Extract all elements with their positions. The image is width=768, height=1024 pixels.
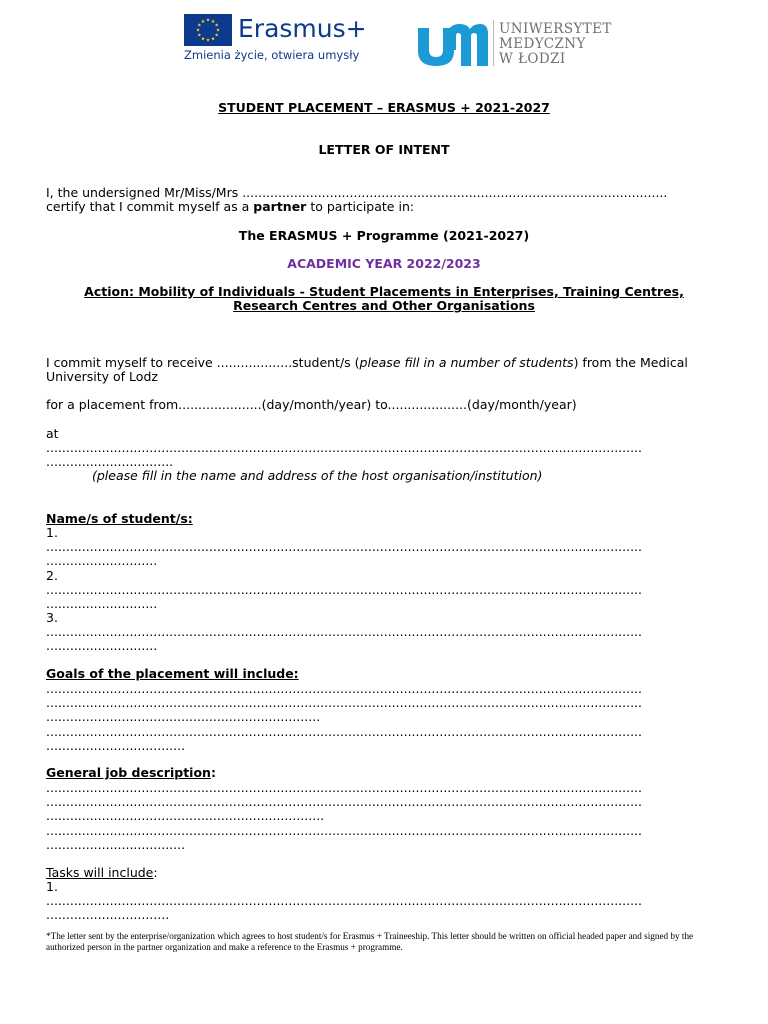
um-logo-icon [414,20,488,66]
student-3-dots-cont: ............................ [46,638,158,653]
host-dots-line-1: ...................................................................................................................................................... [46,440,643,455]
logo-divider [493,20,494,66]
erasmus-tagline: Zmienia życie, otwiera umysły [184,48,360,62]
um-name-line-3: W ŁODZI [499,51,566,67]
at-label: at [46,426,59,441]
student-1-dots-cont: ............................ [46,553,158,568]
goals-dots-line: ................................... [46,738,186,753]
student-1-dots: ...................................................................................................................................................... [46,539,643,554]
eu-flag-icon [184,14,232,46]
commit-line-2: University of Lodz [46,369,158,384]
erasmus-logo-text: Erasmus+ [238,14,367,43]
task-1-number: 1. [46,879,58,894]
document-subtitle: LETTER OF INTENT [318,142,450,157]
host-instruction: (please fill in the name and address of the host organisation/institution) [92,468,543,483]
student-2-dots-cont: ............................ [46,596,158,611]
tasks-heading: Tasks will include: [46,865,158,880]
job-dots-line: ...................................................................................................................................................... [46,794,643,809]
job-dots-line: ................................... [46,837,186,852]
students-heading: Name/s of student/s: [46,511,193,526]
programme-line: The ERASMUS + Programme (2021-2027) [238,228,530,243]
um-name-line-2: MEDYCZNY [499,36,586,52]
eu-star-icon [215,23,219,26]
student-3-dots: ...................................................................................................................................................... [46,624,643,639]
goals-dots-line: ...................................................................................................................................................... [46,724,643,739]
student-2-dots: ...................................................................................................................................................... [46,582,643,597]
eu-star-icon [198,23,202,26]
action-line-2: Research Centres and Other Organisations [233,298,535,313]
goals-dots-line: ...................................................................................................................................................... [46,681,643,696]
intro-line-2: certify that I commit myself as a partner to participate in: [46,199,415,214]
intro-line-1: I, the undersigned Mr/Miss/Mrs ........................................................................................................... [46,185,668,200]
job-dots-line: ...................................................................... [46,808,325,823]
job-dots-line: ...................................................................................................................................................... [46,780,643,795]
um-name-line-1: UNIWERSYTET [499,21,612,37]
document-title: STUDENT PLACEMENT – ERASMUS + 2021-2027 [218,100,550,115]
eu-star-icon [206,18,210,21]
placement-dates-line: for a placement from.....................(day/month/year) to....................(day/month/year) [46,397,577,412]
eu-star-icon [198,33,202,36]
job-description-heading: General job description: [46,765,216,780]
task-1-dots: ...................................................................................................................................................... [46,893,643,908]
goals-heading: Goals of the placement will include: [46,666,299,681]
eu-star-icon [211,19,215,22]
academic-year: ACADEMIC YEAR 2022/2023 [287,256,481,271]
action-line-1: Action: Mobility of Individuals - Student Placements in Enterprises, Training Centres, [84,284,684,299]
job-dots-line: ...................................................................................................................................................... [46,823,643,838]
footnote: *The letter sent by the enterprise/organization which agrees to host student/s for Erasmus + Traineeship. This letter should be written on official headed paper and signed by the authorized person in the partner organization and make a reference to the Erasmus + programme. [46,931,694,952]
eu-star-icon [216,28,220,31]
eu-star-icon [211,37,215,40]
eu-star-icon [201,37,205,40]
eu-star-icon [215,33,219,36]
commit-line-1: I commit myself to receive ...................student/s (please fill in a number of students) from the Medical [46,355,688,370]
eu-star-icon [201,19,205,22]
student-2-number: 2. [46,568,58,583]
student-3-number: 3. [46,610,58,625]
eu-star-icon [206,38,210,41]
host-dots-line-2: ................................ [46,454,174,469]
goals-dots-line: ..................................................................... [46,709,321,724]
task-1-dots-cont: ............................... [46,907,170,922]
eu-star-icon [196,28,200,31]
goals-dots-line: ...................................................................................................................................................... [46,695,643,710]
student-1-number: 1. [46,525,58,540]
